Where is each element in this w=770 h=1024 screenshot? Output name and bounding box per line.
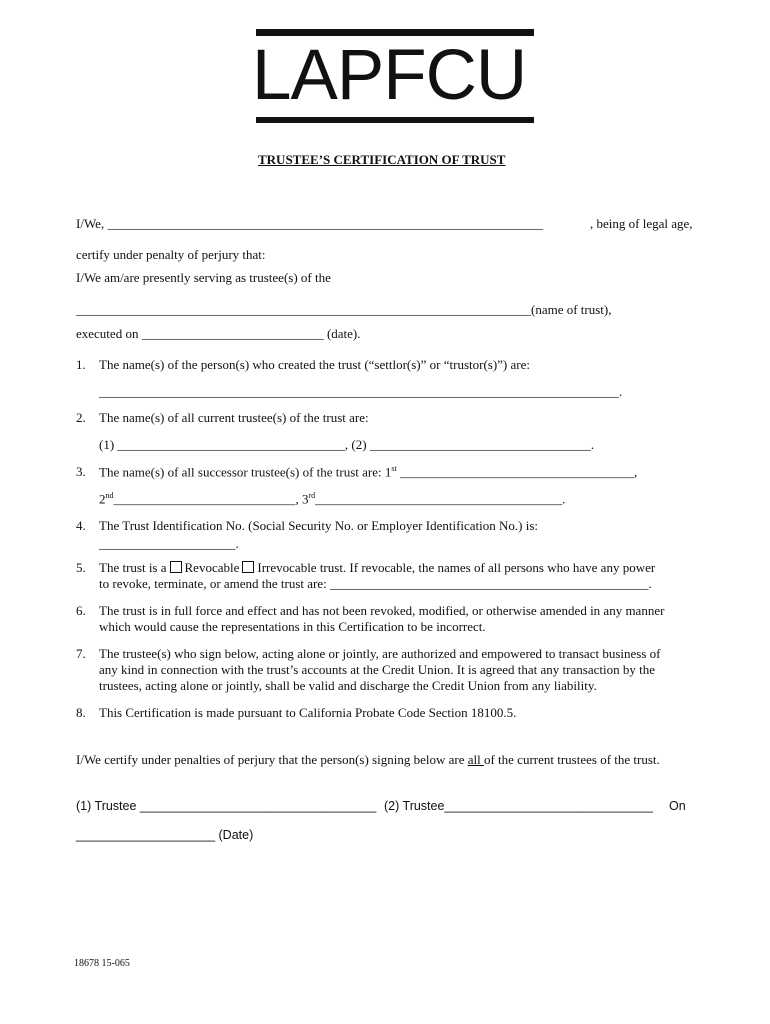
item-3-sup-3: rd [308,491,316,500]
date-line[interactable]: ____________________ (Date) [76,828,254,842]
item-3-third-label: ____________________________, 3 [113,491,309,507]
item-3-number: 3. [76,464,86,479]
item-4-blank: _____________________. [99,536,239,551]
trust-name-line: ______________________________________________________________________(name of trust), [76,302,612,317]
item-3-third-blank: ______________________________________. [315,491,566,507]
certify-text: certify under penalty of perjury that: [76,247,266,262]
item-6-line-2: which would cause the representations in this Certification to be incorrect. [99,619,486,634]
item-7-line-2: any kind in connection with the trust’s accounts at the Credit Union. It is agreed that any transaction by the [99,662,655,677]
item-6-line-1: The trust is in full force and effect and has not been revoked, modified, or otherwise amended in any manner [99,603,665,618]
item-1-number: 1. [76,357,86,372]
trustee-2-signature-line[interactable]: (2) Trustee______________________________ [384,799,653,813]
logo: LAPFCU [252,36,527,115]
item-1-blank: ________________________________________________________________________________. [99,384,623,399]
item-8-number: 8. [76,705,86,720]
item-5-pre: The trust is a [99,560,167,575]
item-3-text [99,464,637,480]
revocable-checkbox[interactable] [170,561,182,573]
serving-text: I/We am/are presently serving as trustee(s) of the [76,270,331,285]
item-5-blank: to revoke, terminate, or amend the trust are: _________________________________________________. [99,576,652,591]
item-2-text: The name(s) of all current trustee(s) of the trust are: [99,410,369,425]
item-3-sup-1: st [391,464,397,473]
logo-bar-bottom [256,117,534,123]
item-3-text-a: The name(s) of all successor trustee(s) of the trust are: 1 [99,464,392,480]
item-8-text: This Certification is made pursuant to California Probate Code Section 18100.5. [99,705,517,720]
irrevocable-checkbox[interactable] [242,561,254,573]
item-3-text-b: ____________________________________, [396,464,638,480]
trustee-1-signature-line[interactable]: (1) Trustee __________________________________ [76,799,377,813]
item-2-number: 2. [76,410,86,425]
item-6-number: 6. [76,603,86,618]
iwe-line: I/We, ___________________________________________________________________ [76,216,543,231]
item-3-second-label: 2 [99,491,106,507]
document-title: TRUSTEE’S CERTIFICATION OF TRUST [258,152,506,167]
item-1-text: The name(s) of the person(s) who created the trust (“settlor(s)” or “trustor(s)”) are: [99,357,530,372]
irrevocable-label: Irrevocable trust. If revocable, the names of all persons who have any power [257,560,656,575]
item-7-number: 7. [76,646,86,661]
on-label: On [669,799,686,813]
item-3-blanks [99,491,565,507]
item-4-number: 4. [76,518,86,533]
item-2-blanks: (1) ___________________________________, (2) __________________________________. [99,437,595,452]
executed-line: executed on ____________________________ (date). [76,326,361,341]
item-5-number: 5. [76,560,86,575]
revocable-label: Revocable [184,560,240,575]
closing-all: all [467,752,484,767]
item-7-line-1: The trustee(s) who sign below, acting alone or jointly, are authorized and empowered to transact business of [99,646,661,661]
legal-age-text: , being of legal age, [590,216,693,231]
logo-bar-top [256,29,534,36]
form-code: 18678 15-065 [74,958,130,969]
item-3-sup-2: nd [105,491,114,500]
closing-pre: I/We certify under penalties of perjury that the person(s) signing below are [76,752,468,767]
closing-post: of the current trustees of the trust. [483,752,660,767]
item-5-text [99,560,655,576]
item-4-text: The Trust Identification No. (Social Security No. or Employer Identification No.) is: [99,518,539,533]
closing-statement [76,752,660,768]
item-7-line-3: trustees, acting alone or jointly, shall be valid and discharge the Credit Union from any liability. [99,678,597,693]
